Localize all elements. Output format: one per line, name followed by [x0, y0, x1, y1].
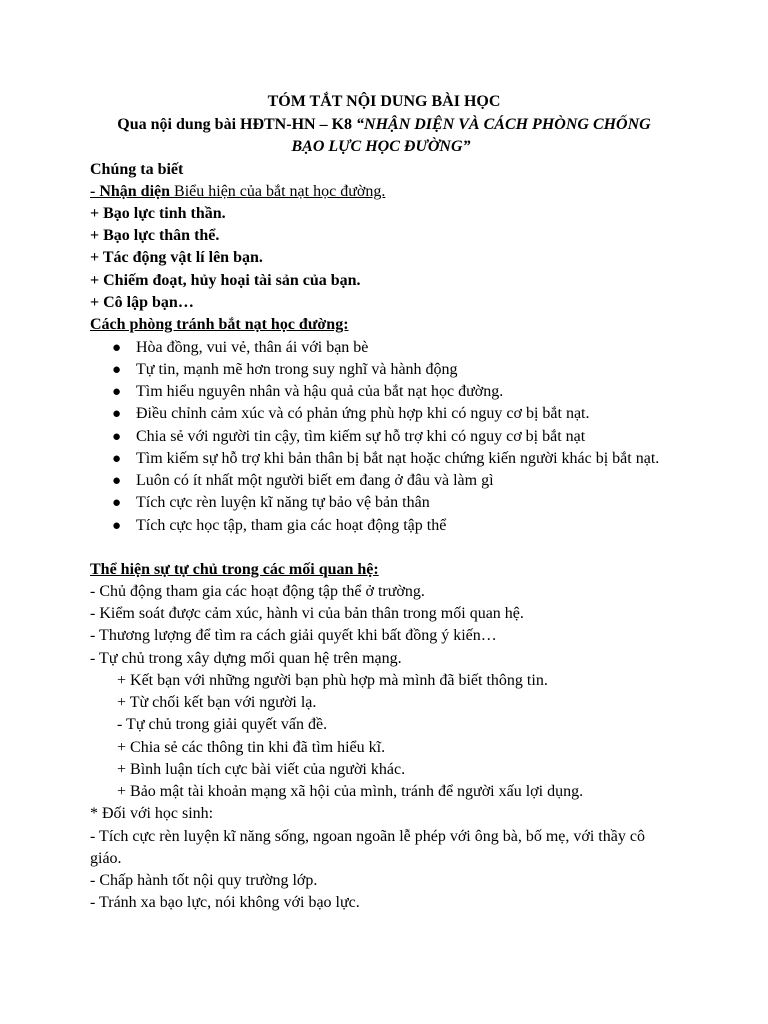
- section1-item: + Tác động vật lí lên bạn.: [90, 249, 263, 266]
- section3-line: - Kiểm soát được cảm xúc, hành vi của bản thân trong mối quan hệ.: [90, 605, 524, 622]
- bullet-icon: ●: [112, 518, 122, 534]
- section3-sub-line: + Bình luận tích cực bài viết của người khác.: [117, 761, 406, 778]
- bullet-icon: ●: [112, 495, 122, 511]
- bullet-icon: ●: [112, 340, 122, 356]
- list-item-text: Tích cực học tập, tham gia các hoạt động tập thể: [136, 517, 447, 534]
- section3-line: - Tự chủ trong xây dựng mối quan hệ trên mạng.: [90, 650, 402, 667]
- section3-sub-line: + Chia sẻ các thông tin khi đã tìm hiểu kĩ.: [117, 739, 386, 756]
- subtitle-prefix: Qua nội dung bài HĐTN-HN – K8: [117, 116, 357, 133]
- section2-heading: Cách phòng tránh bắt nạt học đường:: [90, 316, 349, 333]
- section3-line: - Chủ động tham gia các hoạt động tập thể ở trường.: [90, 583, 425, 600]
- list-item-text: Luôn có ít nhất một người biết em đang ở đâu và làm gì: [136, 472, 494, 489]
- list-item-text: Tìm kiếm sự hỗ trợ khi bản thân bị bắt nạt hoặc chứng kiến người khác bị bắt nạt.: [136, 450, 660, 467]
- section3-line: - Thương lượng để tìm ra cách giải quyết khi bất đồng ý kiến…: [90, 627, 497, 644]
- section1-item: + Bạo lực thân thể.: [90, 227, 220, 244]
- section3-heading: Thể hiện sự tự chủ trong các mối quan hệ:: [90, 561, 379, 578]
- section1-item: + Chiếm đoạt, hủy hoại tài sản của bạn.: [90, 272, 361, 289]
- bullet-icon: ●: [112, 429, 122, 445]
- bullet-icon: ●: [112, 384, 122, 400]
- section4-line: - Tránh xa bạo lực, nói không với bạo lực.: [90, 894, 360, 911]
- section1-item: + Bạo lực tinh thần.: [90, 205, 226, 222]
- list-item-text: Chia sẻ với người tin cậy, tìm kiếm sự hỗ trợ khi có nguy cơ bị bắt nạt: [136, 428, 586, 445]
- section3-sub-line: + Từ chối kết bạn với người lạ.: [117, 694, 317, 711]
- list-item-text: Điều chỉnh cảm xúc và có phản ứng phù hợp khi có nguy cơ bị bắt nạt.: [136, 405, 590, 422]
- recognize-text: Biểu hiện của bắt nạt học đường.: [170, 183, 386, 200]
- bullet-icon: ●: [112, 451, 122, 467]
- list-item-text: Tìm hiểu nguyên nhân và hậu quả của bắt nạt học đường.: [136, 383, 504, 400]
- section3-sub-line: + Bảo mật tài khoản mạng xã hội của mình, tránh để người xấu lợi dụng.: [117, 783, 584, 800]
- bullet-icon: ●: [112, 362, 122, 378]
- section4-line: - Chấp hành tốt nội quy trường lớp.: [90, 872, 318, 889]
- bullet-icon: ●: [112, 473, 122, 489]
- bullet-icon: ●: [112, 406, 122, 422]
- document-subtitle-line1: [0, 114, 768, 136]
- section3-sub-line: - Tự chủ trong giải quyết vấn đề.: [117, 716, 328, 733]
- section1-heading: Chúng ta biết: [90, 161, 184, 178]
- section4-heading: * Đối với học sinh:: [90, 805, 214, 822]
- subtitle-italic-line1: “NHẬN DIỆN VÀ CÁCH PHÒNG CHỐNG: [356, 116, 651, 133]
- document-title: TÓM TẮT NỘI DUNG BÀI HỌC: [267, 93, 501, 110]
- recognize-label: - Nhận diện: [90, 183, 171, 200]
- section4-line: - Tích cực rèn luyện kĩ năng sống, ngoan ngoãn lễ phép với ông bà, bố mẹ, với thầy cô: [90, 828, 645, 845]
- list-item-text: Tích cực rèn luyện kĩ năng tự bảo vệ bản thân: [136, 494, 430, 511]
- list-item-text: Hòa đồng, vui vẻ, thân ái với bạn bè: [136, 339, 369, 356]
- section1-item: + Cô lập bạn…: [90, 294, 194, 311]
- list-item-text: Tự tin, mạnh mẽ hơn trong suy nghĩ và hành động: [136, 361, 458, 378]
- recognize-line: [90, 181, 385, 203]
- document-subtitle-line2: BẠO LỰC HỌC ĐƯỜNG”: [291, 138, 471, 155]
- section4-line: giáo.: [90, 850, 122, 867]
- section3-sub-line: + Kết bạn với những người bạn phù hợp mà mình đã biết thông tin.: [117, 672, 548, 689]
